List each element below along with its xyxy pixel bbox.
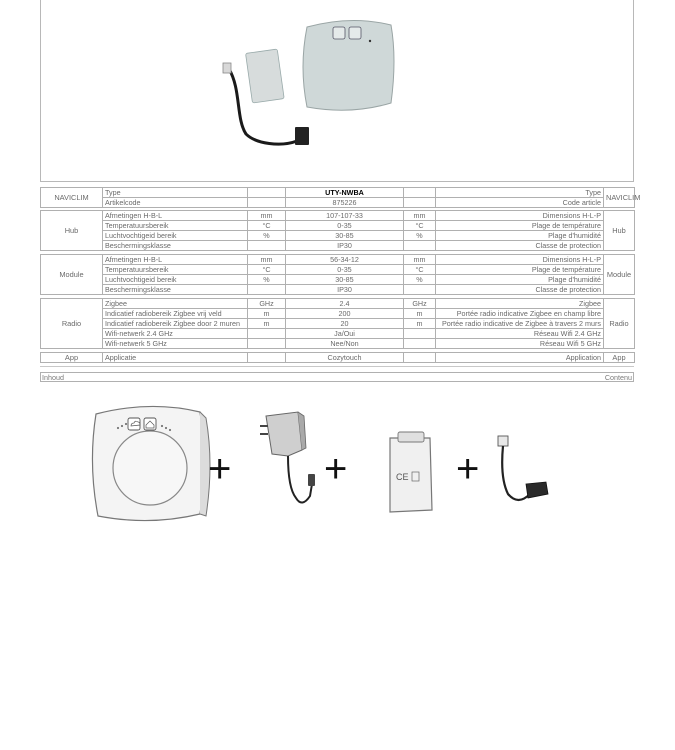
unit-fr [404,241,436,251]
label-fr: Zigbee [436,299,604,309]
table-row [41,353,635,363]
plus-sign: + [324,447,348,491]
label-nl: Zigbee [103,299,248,309]
value: IP30 [286,241,404,251]
label-nl: Afmetingen H-B-L [103,255,248,265]
cable-plug-small [223,63,231,73]
label-fr: Application [436,353,604,363]
group-label-hub: Hub [41,211,103,251]
hub-cloud-button-icon [333,27,345,39]
unit [248,241,286,251]
ce-mark: CE [396,472,409,482]
value: 200 [286,309,404,319]
label-nl: Afmetingen H-B-L [103,211,248,221]
table-row [41,265,635,275]
unit [248,339,286,349]
unit-fr: % [404,231,436,241]
module-card [390,432,432,512]
spec-table-hub [40,210,635,251]
unit: °C [248,265,286,275]
label-nl: Wifi-netwerk 2.4 GHz [103,329,248,339]
product-photo-frame [40,0,634,182]
separator-line [40,366,634,367]
unit-fr [404,285,436,295]
table-row [41,211,635,221]
unit-fr: mm [404,211,436,221]
plus-sign: + [456,447,480,491]
value-app: Cozytouch [286,353,404,363]
label-fr: Réseau Wifi 5 GHz [436,339,604,349]
value: Nee/Non [286,339,404,349]
label-nl: Beschermingsklasse [103,241,248,251]
spec-table-app [40,352,635,363]
table-row [41,329,635,339]
value: 107-107-33 [286,211,404,221]
value: 30-85 [286,275,404,285]
label-fr: Classe de protection [436,285,604,295]
label-nl: Indicatief radiobereik Zigbee door 2 muren [103,319,248,329]
table-row [41,309,635,319]
hub-device [92,406,210,520]
contents-bar [40,372,634,382]
group-label-module-fr: Module [604,255,635,295]
unit [248,285,286,295]
brand-label-fr: NAVICLIM [604,188,635,208]
value: 0-35 [286,265,404,275]
group-label-radio: Radio [41,299,103,349]
contents-label-fr: Contenu [604,373,632,382]
spec-table-radio [40,298,635,349]
group-label-app: App [41,353,103,363]
label-nl: Indicatief radiobereik Zigbee vrij veld [103,309,248,319]
unit-fr: % [404,275,436,285]
unit: °C [248,221,286,231]
unit-fr: °C [404,221,436,231]
label-nl: Temperatuursbereik [103,265,248,275]
label-fr: Plage de température [436,221,604,231]
spec-table-module [40,254,635,295]
group-label-module: Module [41,255,103,295]
unit-fr: °C [404,265,436,275]
unit: mm [248,255,286,265]
value: Ja/Oui [286,329,404,339]
label-nl: Applicatie [103,353,248,363]
table-row [41,255,635,265]
cloud-button-icon [128,418,140,430]
unit-fr: GHz [404,299,436,309]
table-row [41,319,635,329]
table-row [41,231,635,241]
hub-ring [113,431,187,505]
power-adapter [260,412,315,503]
contents-label-nl: Inhoud [42,373,64,382]
unit: m [248,309,286,319]
value-type: UTY-NWBA [286,188,404,198]
label-fr: Portée radio indicative Zigbee en champ libre [436,309,604,319]
cable-plug-usb [295,127,309,145]
value: 0-35 [286,221,404,231]
label-fr: Réseau Wifi 2.4 GHz [436,329,604,339]
label-fr: Portée radio indicative de Zigbee à travers 2 murs [436,319,604,329]
hub-photo [303,20,394,110]
unit: m [248,319,286,329]
label-fr: Dimensions H-L-P [436,255,604,265]
unit: mm [248,211,286,221]
unit-fr: mm [404,255,436,265]
unit-fr: m [404,309,436,319]
label-fr: Classe de protection [436,241,604,251]
unit-fr [404,339,436,349]
group-label-radio-fr: Radio [604,299,635,349]
usb-cable [498,436,548,500]
table-row [41,241,635,251]
unit [248,329,286,339]
label-fr: Plage d'humidité [436,231,604,241]
cable-connector [498,436,508,446]
unit-fr [404,353,436,363]
brand-label: NAVICLIM [41,188,103,208]
value: 30-85 [286,231,404,241]
hub-home-button-icon [349,27,361,39]
plus-sign: + [208,447,232,491]
unit: % [248,275,286,285]
label-nl: Wifi-netwerk 5 GHz [103,339,248,349]
label-fr: Plage de température [436,265,604,275]
unit: % [248,231,286,241]
value: 56-34-12 [286,255,404,265]
unit-fr: m [404,319,436,329]
table-row [41,285,635,295]
unit [248,353,286,363]
label-nl: Luchtvochtigeid bereik [103,275,248,285]
table-row [41,299,635,309]
label-fr: Plage d'humidité [436,275,604,285]
table-row [41,339,635,349]
module-card [246,49,285,103]
unit-fr [404,329,436,339]
product-photo [41,0,635,182]
table-row [41,188,635,198]
label-fr: Dimensions H-L-P [436,211,604,221]
usb-plug [526,482,548,498]
value: 20 [286,319,404,329]
table-row [41,275,635,285]
table-row [41,221,635,231]
unit: GHz [248,299,286,309]
label-nl: Temperatuursbereik [103,221,248,231]
label-nl: Type [103,188,248,198]
group-label-hub-fr: Hub [604,211,635,251]
value: IP30 [286,285,404,295]
label-fr: Code article [436,198,604,208]
kit-illustration [90,398,570,528]
spec-table-header [40,187,641,208]
label-nl: Beschermingsklasse [103,285,248,295]
table-row [41,198,635,208]
label-nl: Artikelcode [103,198,248,208]
hub-led [369,40,371,42]
label-nl: Luchtvochtigeid bereik [103,231,248,241]
label-fr: Type [436,188,604,198]
value-article: 875226 [286,198,404,208]
value: 2.4 [286,299,404,309]
group-label-app-fr: App [604,353,635,363]
